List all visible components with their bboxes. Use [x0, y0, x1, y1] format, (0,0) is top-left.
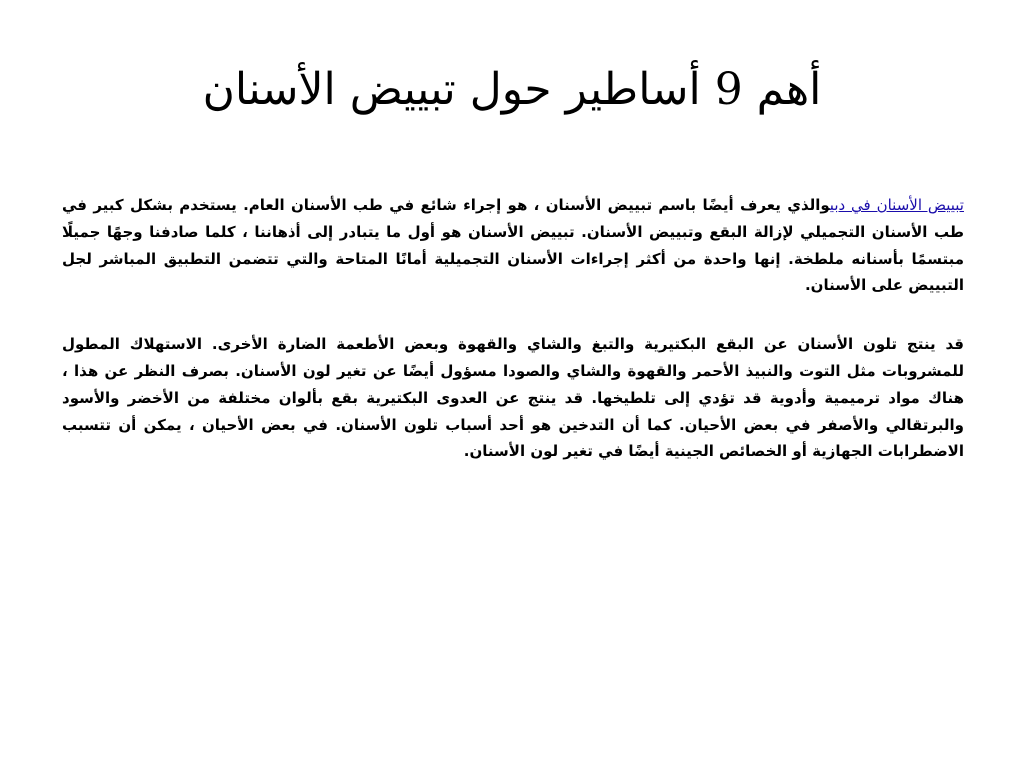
paragraph-2 [62, 331, 964, 465]
paragraph-2-text: قد ينتج تلون الأسنان عن البقع البكتيرية والتبغ والشاي والقهوة وبعض الأطعمة الضارة الأخرى. الاستهلاك المطول للمشروبات مثل التوت والنبيذ الأحمر والقهوة والشاي والصودا مسؤول أيضًا عن تغير لون الأسنان. بصرف النظر عن هذا ، هناك مواد ترميمية وأدوية قد تؤدي إلى تلطيخها. قد ينتج عن العدوى البكتيرية بقع بألوان مختلفة من الأخضر والأسود والبرتقالي والأصفر في بعض الأحيان. كما أن التدخين هو أحد أسباب تلون الأسنان. في بعض الأحيان ، يمكن أن تتسبب الاضطرابات الجهازية أو الخصائص الجينية أيضًا في تغير لون الأسنان. [62, 335, 964, 461]
dental-whitening-dubai-link[interactable]: تبييض الأسنان في دبي [829, 196, 964, 214]
paragraph-1-text: والذي يعرف أيضًا باسم تبييض الأسنان ، هو إجراء شائع في طب الأسنان العام. يستخدم بشكل كبير في طب الأسنان التجميلي لإزالة البقع وتبييض الأسنان. تبييض الأسنان هو أول ما يتبادر إلى أذهاننا ، كلما صادفنا وجهًا جميلًا مبتسمًا بأسنانه ملطخة. إنها واحدة من أكثر إجراءات الأسنان التجميلية أمانًا المتاحة والتي تتضمن التطبيق المباشر لجل التبييض على الأسنان. [62, 196, 964, 295]
slide-body [62, 192, 964, 497]
slide-title: أهم 9 أساطير حول تبييض الأسنان [202, 64, 822, 115]
paragraph-1 [62, 192, 964, 299]
